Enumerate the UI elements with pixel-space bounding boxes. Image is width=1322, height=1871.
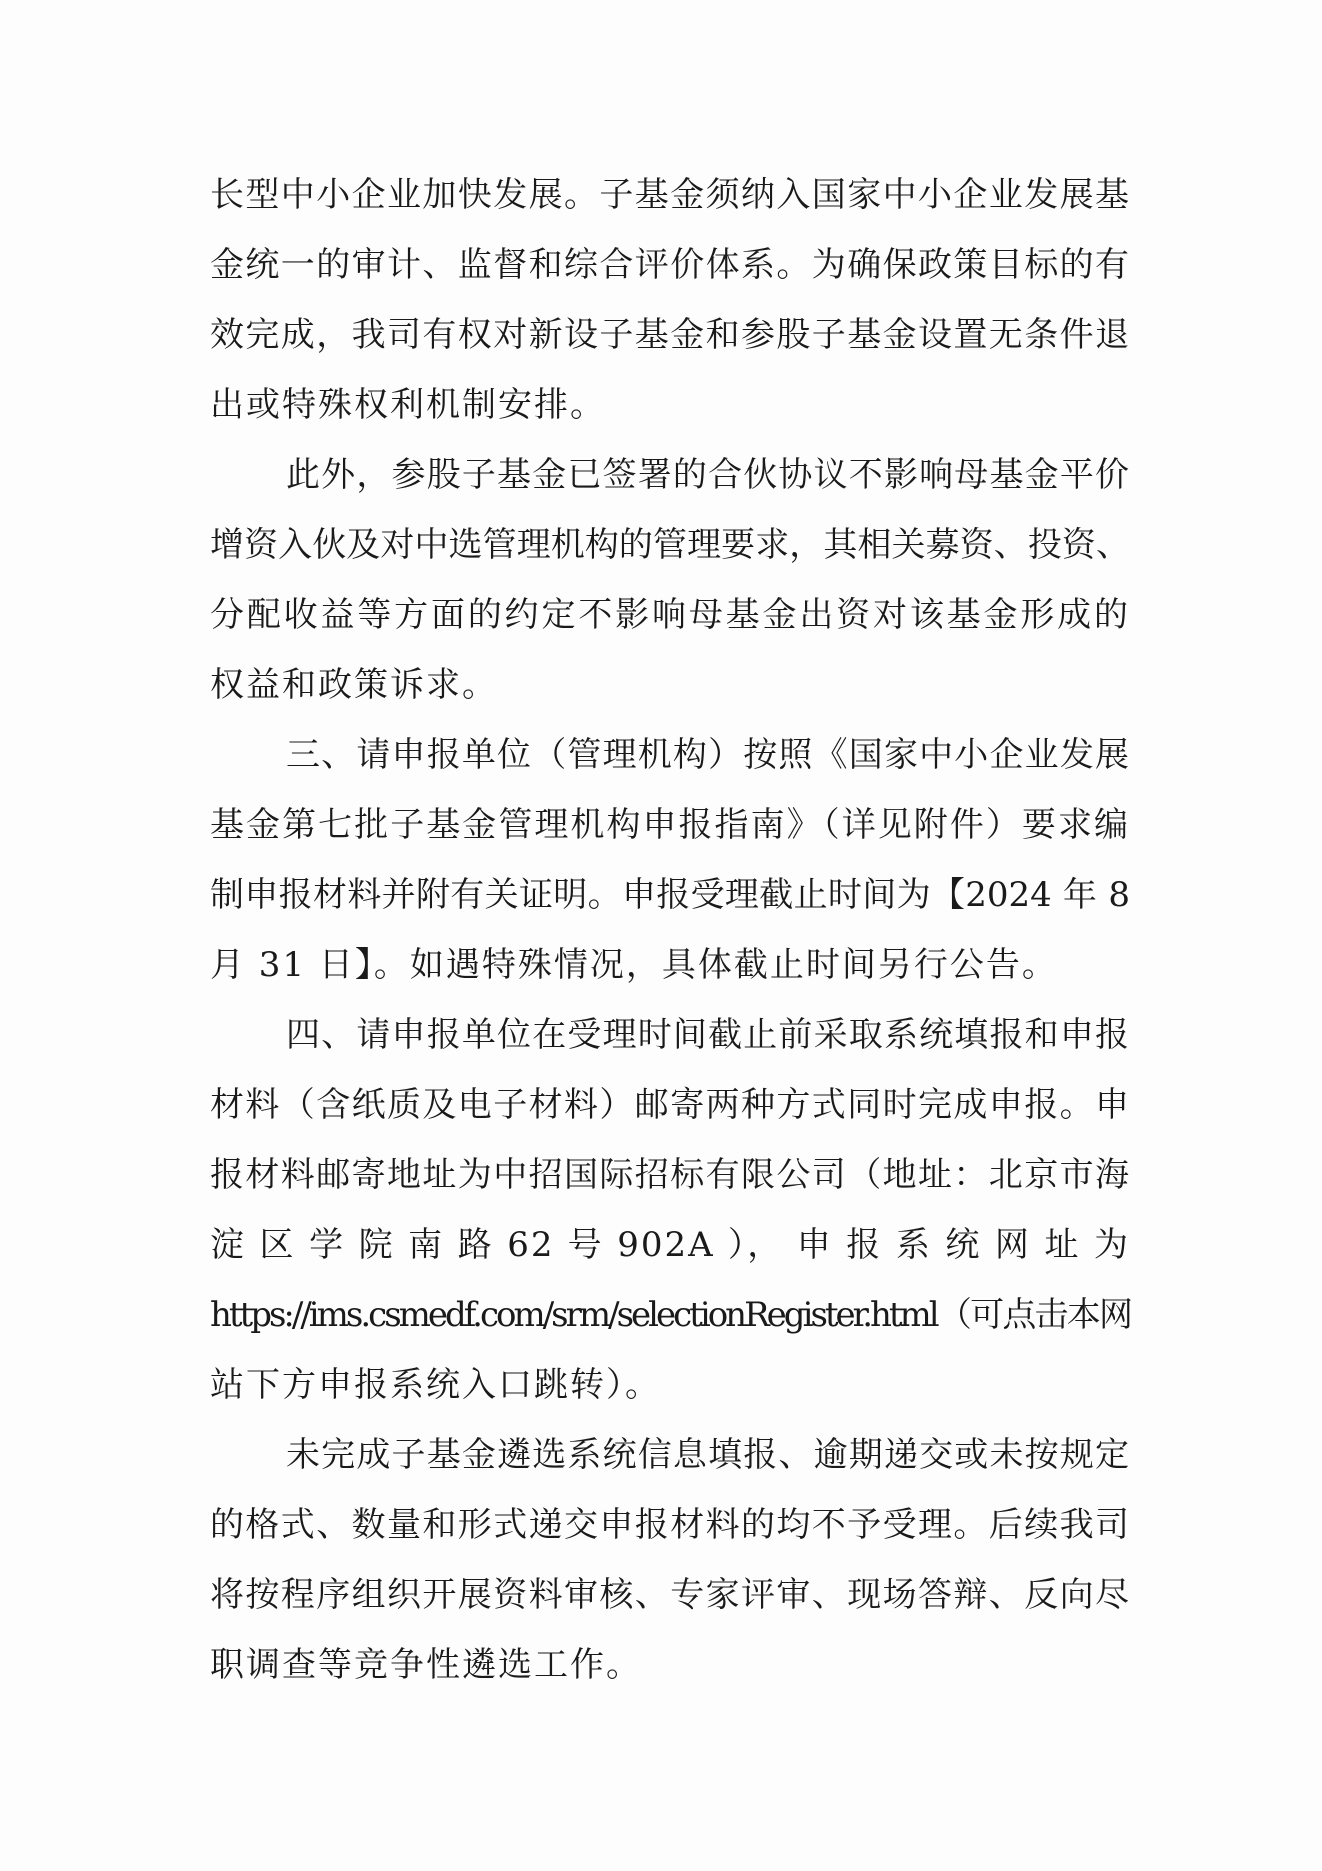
paragraph-line: 效完成，我司有权对新设子基金和参股子基金设置无条件退 — [210, 315, 1130, 355]
paragraph-4 — [210, 1000, 1130, 1420]
paragraph-line: 站下方申报系统入口跳转）。 — [210, 1365, 661, 1405]
paragraph-line: 的格式、数量和形式递交申报材料的均不予受理。后续我司 — [210, 1505, 1130, 1545]
paragraph-line: 报材料邮寄地址为中招国际招标有限公司（地址：北京市海 — [210, 1155, 1130, 1195]
paragraph-line: 长型中小企业加快发展。子基金须纳入国家中小企业发展基 — [210, 175, 1130, 215]
paragraph-line: 职调查等竞争性遴选工作。 — [210, 1645, 642, 1685]
paragraph-line: 将按程序组织开展资料审核、专家评审、现场答辩、反向尽 — [210, 1575, 1130, 1615]
paragraph-line: 淀 区 学 院 南 路 62 号 902A ）， 申 报 系 统 网 址 为 — [210, 1225, 1130, 1265]
paragraph-3 — [210, 720, 1130, 1000]
paragraph-5 — [210, 1420, 1130, 1700]
paragraph-line: 材料（含纸质及电子材料）邮寄两种方式同时完成申报。申 — [210, 1085, 1130, 1125]
paragraph-line: 三、请申报单位（管理机构）按照《国家中小企业发展 — [286, 735, 1130, 775]
paragraph-line: 未完成子基金遴选系统信息填报、逾期递交或未按规定 — [286, 1435, 1130, 1475]
paragraph-2 — [210, 440, 1130, 720]
paragraph-line: 此外，参股子基金已签署的合伙协议不影响母基金平价 — [286, 455, 1130, 495]
paragraph-line: 分配收益等方面的约定不影响母基金出资对该基金形成的 — [210, 595, 1130, 635]
paragraph-line: 制申报材料并附有关证明。申报受理截止时间为【2024 年 8 — [210, 875, 1130, 915]
document-body — [210, 160, 1130, 1700]
paragraph-line: 出或特殊权利机制安排。 — [210, 385, 606, 425]
paragraph-line: 金统一的审计、监督和综合评价体系。为确保政策目标的有 — [210, 245, 1130, 285]
paragraph-line: 权益和政策诉求。 — [210, 665, 498, 705]
paragraph-line: 基金第七批子基金管理机构申报指南》（详见附件）要求编 — [210, 805, 1130, 845]
paragraph-line: 增资入伙及对中选管理机构的管理要求，其相关募资、投资、 — [210, 525, 1130, 565]
url-line: https://ims.csmedf.com/srm/selectionRegister.html（可点击本网 — [210, 1295, 1130, 1335]
paragraph-line: 月 31 日】。如遇特殊情况，具体截止时间另行公告。 — [210, 945, 1058, 985]
paragraph-line: 四、请申报单位在受理时间截止前采取系统填报和申报 — [286, 1015, 1130, 1055]
paragraph-1 — [210, 160, 1130, 440]
